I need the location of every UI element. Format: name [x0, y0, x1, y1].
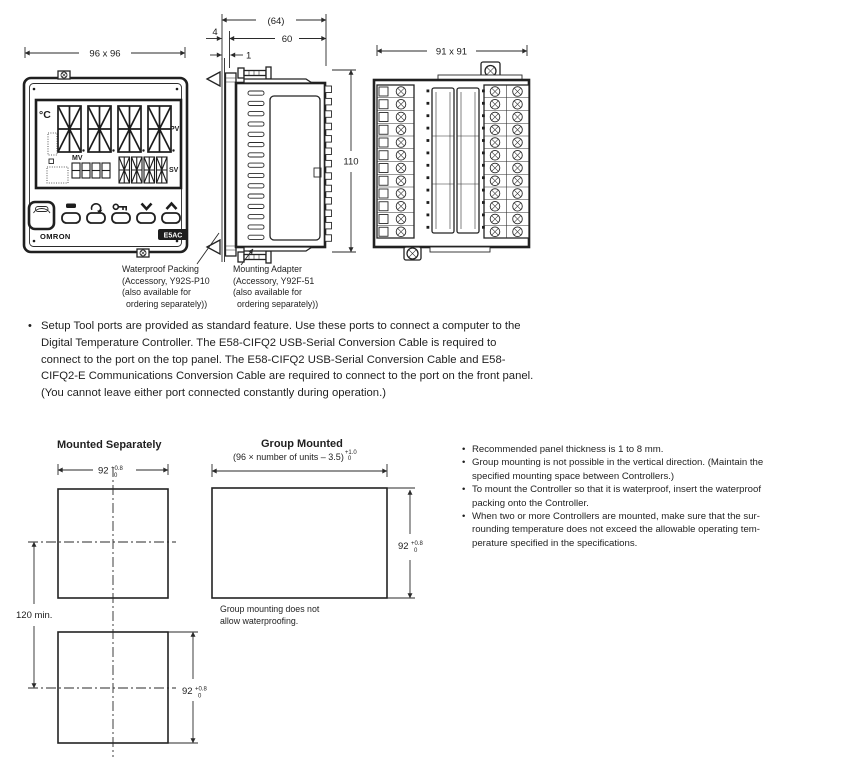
- terminal-block-right: [484, 85, 529, 238]
- front-dimension: [25, 47, 185, 60]
- down-key-button: [137, 213, 155, 223]
- svg-text:4: 4: [212, 27, 218, 38]
- front-view-drawing: [15, 40, 205, 265]
- svg-text:+0.8: +0.8: [111, 466, 123, 472]
- text-line: (Accessory, Y92S-P10: [122, 275, 210, 286]
- text-line: (also available for: [233, 287, 302, 298]
- rear-view-drawing: [355, 35, 545, 265]
- mounting-adapter-label: [233, 264, 318, 310]
- text-line: packing onto the Controller.: [472, 497, 589, 509]
- svg-text:92: 92: [98, 465, 109, 477]
- bullet: •: [462, 457, 466, 469]
- text-line: Recommended panel thickness is 1 to 8 mm.: [472, 444, 664, 455]
- group-mounting-note: [220, 604, 319, 627]
- up-key-button: [162, 213, 180, 223]
- text-line: connect to the port on the top panel. The E58-CIFQ2 USB-Serial Conversion Cable and E58-: [41, 353, 506, 366]
- side-dim-1: [210, 51, 251, 62]
- side-dim-4: [206, 27, 222, 39]
- pv-label: PV: [170, 126, 180, 133]
- svg-text:110: 110: [343, 156, 359, 168]
- mode-key-button: [87, 213, 105, 223]
- bottom-mounting-clamp: [238, 247, 312, 263]
- text-line: (You cannot leave either port connected constantly during operation.): [41, 387, 386, 400]
- side-cover: [270, 96, 320, 240]
- model-label: E5AC: [163, 232, 183, 240]
- level-key-button: [62, 213, 80, 223]
- brand-logo: OMRON: [40, 232, 71, 241]
- svg-text:(64): (64): [267, 16, 285, 27]
- front-dim-label: 96 x 96: [89, 48, 121, 60]
- text-line: Group mounting is not possible in the vertical direction. (Maintain the: [472, 457, 764, 469]
- side-dim-60: [230, 34, 327, 45]
- terminal-block-left: [377, 85, 414, 238]
- svg-text:60: 60: [281, 34, 293, 45]
- text-line: CIFQ2-E Communications Conversion Cable are required to connect to the port on the front panel.: [41, 370, 534, 383]
- rear-dim-label: 91 x 91: [435, 46, 468, 58]
- text-line: rounding temperature does not exceed the allowable operating tem-: [472, 524, 760, 536]
- svg-text:0: 0: [414, 548, 418, 554]
- bezel-side: [226, 73, 237, 256]
- note-item: [462, 443, 854, 456]
- note-item: [462, 456, 854, 483]
- text-line: Setup Tool ports are provided as standard feature. Use these ports to connect a computer to the: [41, 320, 521, 332]
- waterproof-packing-label: [122, 264, 210, 310]
- mounting-notes-list: [462, 443, 854, 550]
- mounted-separately-title: Mounted Separately: [57, 439, 162, 451]
- setup-tool-note: [28, 318, 534, 402]
- text-line: (also available for: [122, 287, 191, 298]
- note-item: [462, 510, 854, 550]
- top-mounting-clamp: [238, 67, 312, 83]
- rear-dimension: [377, 45, 527, 58]
- mv-label: MV: [72, 155, 83, 162]
- bottom-screw-icon: [137, 249, 149, 257]
- side-view-drawing: [195, 0, 380, 270]
- formula-tolerance: +1.0 0: [344, 450, 357, 463]
- group-width-dimension: [212, 464, 387, 477]
- front-display: [36, 100, 181, 188]
- bullet: •: [462, 444, 466, 455]
- text-line: To mount the Controller so that it is waterproof, insert the waterproof: [472, 484, 762, 496]
- side-dim-64: [222, 16, 326, 27]
- text-line: specified mounting space between Controllers.): [472, 470, 675, 482]
- bullet: •: [28, 320, 32, 332]
- bullet: •: [462, 484, 466, 496]
- cutout-pitch-dimension: [16, 542, 52, 688]
- group-mounted-title: Group Mounted: [261, 438, 343, 450]
- formula-text: (96 × number of units – 3.5): [233, 452, 344, 462]
- text-line: Mounting Adapter: [233, 264, 302, 274]
- svg-text:+0.8: +0.8: [195, 686, 207, 693]
- svg-text:92: 92: [398, 541, 409, 552]
- temp-unit-label: °C: [39, 109, 51, 121]
- svg-text:0: 0: [198, 693, 202, 700]
- adapter-wedge-top: [207, 72, 220, 86]
- text-line: Digital Temperature Controller. The E58-CIFQ2 USB-Serial Conversion Cable is required to: [41, 336, 497, 349]
- svg-text:1: 1: [246, 50, 252, 62]
- text-line: Group mounting does not: [220, 604, 320, 614]
- text-line: ordering separately)): [237, 298, 319, 309]
- svg-text:0: 0: [114, 473, 118, 479]
- svg-text:+0.8: +0.8: [411, 541, 423, 547]
- text-line: When two or more Controllers are mounted, make sure that the sur-: [472, 511, 760, 523]
- top-screw-icon: [58, 71, 70, 79]
- text-line: perature specified in the specifications.: [472, 537, 638, 549]
- text-line: allow waterproofing.: [220, 615, 299, 626]
- level-key-icon: [66, 204, 76, 209]
- sv-label: SV: [169, 167, 179, 174]
- shift-key-button: [112, 213, 130, 223]
- text-line: (Accessory, Y92F-51: [233, 275, 315, 286]
- setup-port: [29, 202, 54, 229]
- svg-text:120 min.: 120 min.: [16, 610, 53, 621]
- svg-text:92: 92: [182, 686, 193, 697]
- note-item: [462, 483, 854, 510]
- group-cutout-rect: [212, 488, 387, 598]
- cutout-height-dimension: [168, 632, 211, 743]
- group-height-dimension: [387, 488, 426, 598]
- text-line: Waterproof Packing: [122, 264, 199, 274]
- text-line: ordering separately)): [126, 298, 208, 309]
- rear-bottom-screw-icon: [404, 247, 421, 260]
- bullet: •: [462, 511, 466, 523]
